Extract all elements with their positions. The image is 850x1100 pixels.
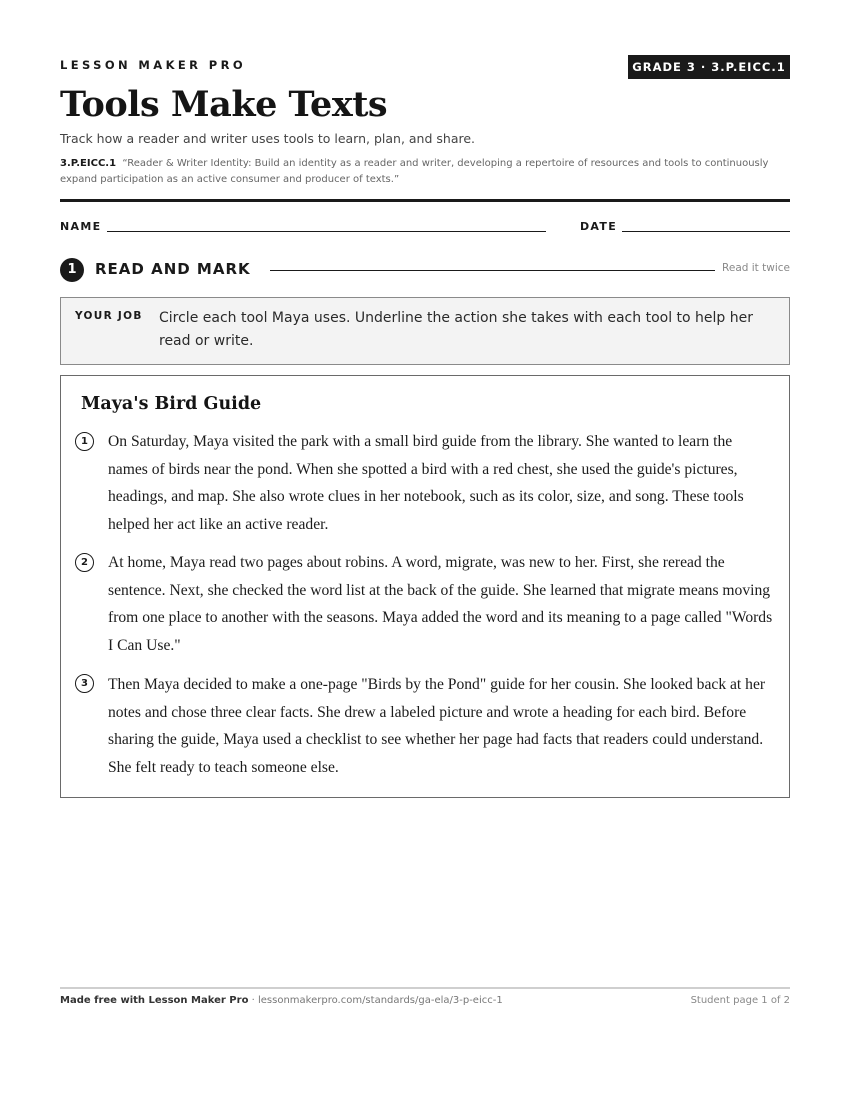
section-title: READ AND MARK: [95, 260, 251, 278]
footer-made-with: Made free with Lesson Maker Pro: [60, 995, 249, 1006]
header-divider: [60, 199, 790, 202]
name-field[interactable]: [107, 231, 546, 232]
your-job-box: [60, 297, 790, 365]
paragraph-1: On Saturday, Maya visited the park with a small bird guide from the library. She wanted to learn the names of birds near the pond. When she spotted a bird with a red chest, she used the guide's pictures, headings, and map. She also wrote clues in her notebook, such as its color, size, and song. These tools helped her act like an active reader.: [108, 433, 744, 533]
date-label: DATE: [580, 220, 618, 233]
paragraph-number-3: 3: [75, 674, 94, 693]
date-field[interactable]: [622, 231, 790, 232]
your-job-label: YOUR JOB: [75, 310, 143, 322]
footer-divider: [60, 987, 790, 989]
paragraph-2: At home, Maya read two pages about robins. A word, migrate, was new to her. First, she reread the sentence. Next, she checked the word list at the back of the guide. She learned that migrate means moving from one place to another with the seasons. Maya added the word and its meaning to a page called "Words I Can Use.": [108, 554, 773, 654]
footer-url: · lessonmakerpro.com/standards/ga-ela/3-p-eicc-1: [248, 995, 503, 1006]
section-number-badge: 1: [60, 258, 84, 282]
section-rule: [270, 270, 715, 271]
your-job-instructions: Circle each tool Maya uses. Underline the action she takes with each tool to help her read or write.: [159, 310, 753, 349]
passage-title: Maya's Bird Guide: [81, 394, 262, 414]
footer-page-number: Student page 1 of 2: [690, 995, 790, 1006]
standard-code: 3.P.EICC.1: [60, 158, 117, 169]
brand-name: LESSON MAKER PRO: [60, 58, 247, 72]
paragraph-number-2: 2: [75, 553, 94, 572]
worksheet-page: [60, 0, 790, 1100]
reading-passage: [60, 375, 790, 798]
grade-badge: GRADE 3 · 3.P.EICC.1: [628, 55, 790, 79]
name-label: NAME: [60, 220, 102, 233]
standard-description: [60, 156, 790, 188]
footer-credit: [60, 995, 503, 1006]
paragraph-3: Then Maya decided to make a one-page "Birds by the Pond" guide for her cousin. She looked back at her notes and chose three clear facts. She drew a labeled picture and wrote a heading for each bird. Before sharing the guide, Maya used a checklist to see whether her page had facts that readers could understand. She felt ready to teach someone else.: [108, 676, 766, 776]
page-title: Tools Make Texts: [60, 84, 388, 125]
section-note: Read it twice: [722, 262, 790, 274]
page-subtitle: Track how a reader and writer uses tools to learn, plan, and share.: [60, 131, 476, 146]
standard-text: “Reader & Writer Identity: Build an identity as a reader and writer, developing a repertoire of resources and tools to continuously expand participation as an active consumer and producer of texts.”: [60, 158, 769, 185]
paragraph-number-1: 1: [75, 432, 94, 451]
